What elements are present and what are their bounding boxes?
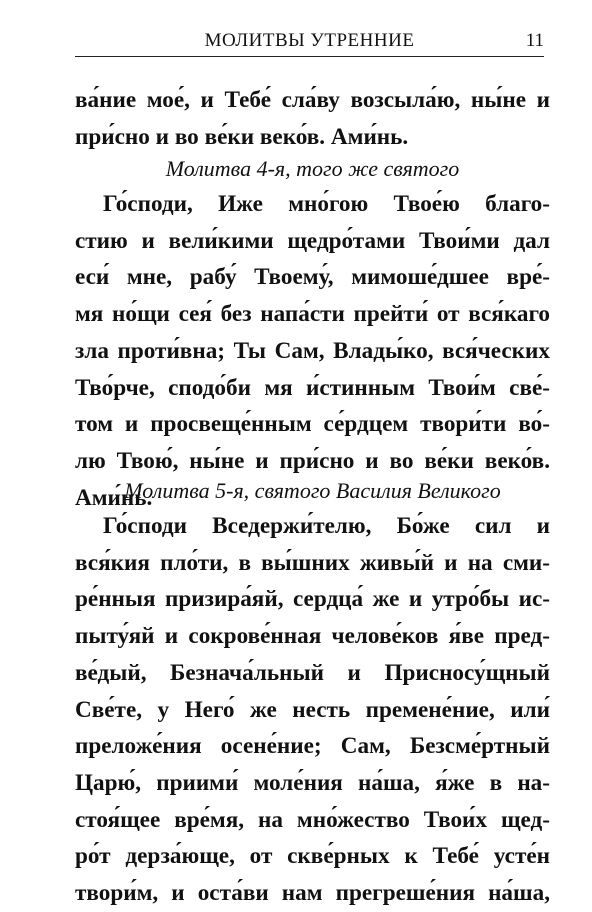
continuation-paragraph — [75, 82, 550, 155]
text-line: пыту́яй и сокрове́нная челове́ков я́ве пред- — [75, 623, 550, 650]
running-head — [75, 30, 544, 57]
text-line: Ами́нь. — [75, 484, 153, 511]
text-line: Све́те, у Него́ же несть премене́ние, или́ — [75, 696, 550, 723]
prayer-title: Молитва 5-я, святого Василия Великого — [124, 478, 501, 503]
text-line: Царю́, приими́ моле́ния на́ша, я́же в на- — [75, 769, 550, 796]
text-line: еси́ мне, рабу́ Твоему́, мимоше́дшее вре́- — [75, 264, 550, 291]
text-line: ве́дый, Безнача́льный и Присносу́щный — [75, 659, 550, 686]
text-line: стию и вели́кими щедро́тами Твои́ми дал — [75, 227, 550, 254]
text-line: стоя́щее вре́мя, на мно́жество Твои́х щед- — [75, 806, 550, 833]
text-line: ро́т дерза́юще, от скве́рных к Тебе́ усте́н — [75, 843, 550, 870]
page-number: 11 — [525, 30, 544, 51]
text-line: лю Твою́, ны́не и при́сно и во ве́ки веко́в. — [75, 447, 550, 474]
text-line: при́сно и во ве́ки веко́в. Ами́нь. — [75, 123, 409, 150]
prayer-title: Молитва 4-я, того же святого — [165, 156, 460, 181]
prayer-4-body — [75, 186, 550, 516]
text-line: вся́кия пло́ти, в вы́шних живы́й и на сми- — [75, 549, 550, 576]
prayer-5-heading — [75, 474, 550, 508]
text-line: зла проти́вна; Ты Сам, Влады́ко, вся́ческих — [75, 337, 550, 364]
prayer-5-body — [75, 508, 550, 912]
text-line: твори́м, и оста́ви нам прегреше́ния на́ша, — [75, 880, 550, 907]
text-line: том и просвеще́нным се́рдцем твори́ти во́- — [75, 411, 550, 438]
text-line: преложе́ния осене́ние; Сам, Безсме́ртный — [75, 733, 550, 760]
text-line: Го́споди Вседержи́телю, Бо́же сил и — [103, 513, 550, 539]
text-line: ре́нныя призира́яй, сердца́ же и утро́бы ис- — [75, 586, 550, 613]
text-line: Го́споди, Иже мно́гою Твое́ю благо- — [103, 191, 550, 217]
running-title: МОЛИТВЫ УТРЕННИЕ — [204, 30, 415, 51]
text-line: мя но́щи сея́ без напа́сти прейти́ от вся́каго — [75, 301, 550, 328]
text-line: ва́ние мое́, и Тебе́ сла́ву возсыла́ю, ны́не и — [75, 87, 550, 113]
text-line: Тво́рче, сподо́би мя и́стинным Твои́м све́- — [75, 374, 550, 401]
prayer-4-heading — [75, 152, 550, 186]
